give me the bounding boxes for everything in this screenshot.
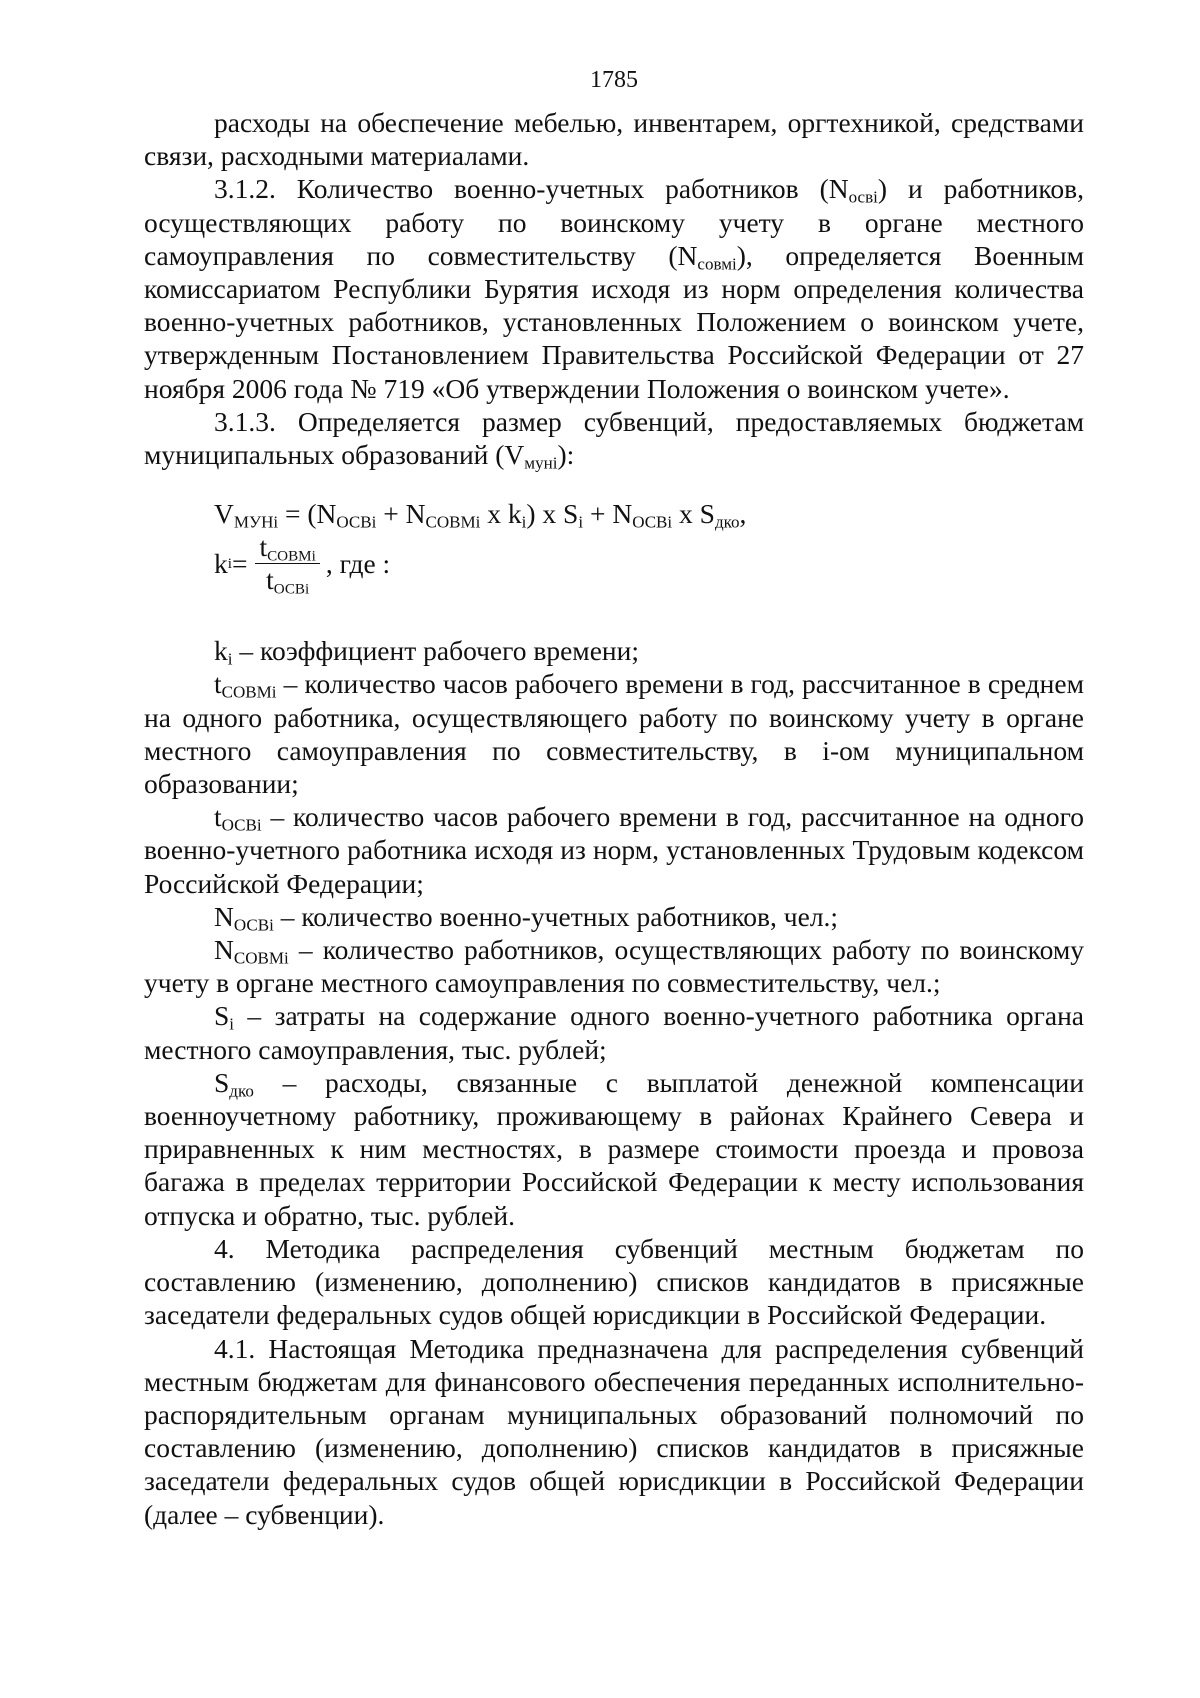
definition-text: – коэффициент рабочего времени; bbox=[232, 635, 639, 667]
formula-subscript: СОВМi bbox=[425, 512, 481, 532]
definition-symbol: t bbox=[214, 801, 222, 833]
paragraph-intro: расходы на обеспечение мебелью, инвентарем, оргтехникой, средствами связи, расходными материалами. bbox=[144, 107, 1084, 172]
definition-text: – расходы, связанные с выплатой денежной компенсации военноучетному работнику, проживающему в районах Крайнего Севера и приравненных к ним местностях, в размере стоимости проезда и провоза багажа в пределах территории Российской Федерации к месту использования отпуска и обратно, тыс. рублей. bbox=[144, 1066, 1084, 1231]
definition-subscript: дко bbox=[229, 1081, 254, 1101]
definition-t-sovm bbox=[144, 667, 1084, 800]
paragraph-4-1: 4.1. Настоящая Методика предназначена для распределения субвенций местным бюджетам для финансового обеспечения переданных исполнительно-распорядительным органам муниципальных образований полномочий по составлению (изменению, дополнению) списков кандидатов в присяжные заседатели федеральных судов общей юрисдикции в Российской Федерации (далее – субвенции). bbox=[144, 1332, 1084, 1530]
definition-subscript: СОВМi bbox=[233, 948, 289, 968]
formula-subscript: СОВМi bbox=[267, 548, 316, 565]
paragraph-3-1-3-part-b: ): bbox=[557, 439, 575, 471]
definition-n-sovm bbox=[144, 933, 1084, 999]
definition-text: – затраты на содержание одного военно-учетного работника органа местного самоуправления, тыс. рублей; bbox=[144, 1000, 1084, 1065]
formula-subscript: ОСВi bbox=[632, 512, 673, 532]
formula-symbol: t bbox=[259, 531, 268, 563]
formula-fraction bbox=[255, 531, 319, 598]
formula-symbol: V bbox=[214, 498, 234, 530]
definition-subscript: СОВМi bbox=[221, 682, 277, 702]
paragraph-3-1-2-part-a: 3.1.2. Количество военно-учетных работников (N bbox=[214, 173, 849, 205]
subscript-sovm: совмi bbox=[697, 254, 737, 274]
formula-text: + N bbox=[583, 498, 633, 530]
formula-coefficient: k i = $\frac{t_{СОВМi}}{t_{ОСВi}}$ , где : bbox=[214, 531, 391, 598]
formula-symbol: k bbox=[214, 547, 228, 579]
formula-text: = (N bbox=[278, 498, 337, 530]
definition-subscript: i bbox=[227, 649, 233, 669]
definition-symbol: k bbox=[214, 635, 228, 667]
definition-subscript: ОСВi bbox=[233, 915, 274, 935]
definition-s-dko bbox=[144, 1066, 1084, 1232]
formula-text: ) x S bbox=[526, 498, 579, 530]
paragraph-3-1-2-part-c: ), определяется Военным комиссариатом Республики Бурятия исходя из норм определения количества военно-учетных работников, установленных Положением о воинском учете, утвержденным Постановлением Правительства Российской Федерации от 27 ноября 2006 года № 719 «Об утверждении Положения о воинском учете». bbox=[144, 239, 1084, 404]
page-number: 1785 bbox=[590, 67, 638, 93]
paragraph-3-1-2 bbox=[144, 172, 1084, 404]
definition-n-osv bbox=[144, 900, 1084, 933]
formula-text: + N bbox=[376, 498, 426, 530]
paragraph-3-1-2-part-b: ) и работников, осуществляющих работу по воинскому учету в органе местного самоуправления по совместительству (N bbox=[144, 173, 1084, 271]
definition-t-osv bbox=[144, 800, 1084, 900]
fraction-numerator bbox=[255, 533, 319, 564]
definition-text: – количество работников, осуществляющих работу по воинскому учету в органе местного самоуправления по совместительству, чел.; bbox=[144, 934, 1084, 999]
formula-subscript: i bbox=[578, 512, 584, 532]
definition-text: – количество часов рабочего времени в год, рассчитанное в среднем на одного работника, осуществляющего работу по воинскому учету в органе местного самоуправления по совместительству, в i-ом муниципальном образовании; bbox=[144, 668, 1084, 800]
definition-symbol: S bbox=[214, 1066, 230, 1098]
formula-block bbox=[214, 497, 1084, 598]
paragraph-4: 4. Методика распределения субвенций местным бюджетам по составлению (изменению, дополнению) списков кандидатов в присяжные заседатели федеральных судов общей юрисдикции в Российской Федерации. bbox=[144, 1232, 1084, 1331]
definition-symbol: t bbox=[214, 668, 222, 700]
formula-subscript: дко bbox=[714, 512, 740, 532]
paragraph-3-1-3-part-a: 3.1.3. Определяется размер субвенций, предоставляемых бюджетам муниципальных образований (V bbox=[144, 405, 1084, 471]
definition-s bbox=[144, 999, 1084, 1065]
formula-text: = bbox=[231, 547, 248, 579]
formula-text: , где : bbox=[325, 547, 391, 579]
formula-subvention bbox=[214, 497, 1084, 531]
definition-symbol: N bbox=[214, 934, 234, 966]
subscript-muni: муні bbox=[524, 453, 558, 473]
definition-text: – количество военно-учетных работников, чел.; bbox=[273, 900, 839, 932]
formula-subscript: ОСВi bbox=[273, 581, 310, 598]
formula-text: , bbox=[739, 498, 747, 530]
formula-subscript: МУНi bbox=[233, 512, 279, 532]
formula-text: x k bbox=[480, 498, 522, 530]
definition-text: – количество часов рабочего времени в год, рассчитанное на одного военно-учетного работника исходя из норм, установленных Трудовым кодексом Российской Федерации; bbox=[144, 801, 1084, 899]
paragraph-3-1-3 bbox=[144, 405, 1084, 471]
definition-symbol: N bbox=[214, 900, 234, 932]
definition-k bbox=[144, 634, 1084, 667]
definition-subscript: i bbox=[229, 1014, 235, 1034]
subscript-osv: освi bbox=[848, 187, 878, 207]
definition-subscript: ОСВi bbox=[221, 815, 262, 835]
definition-symbol: S bbox=[214, 1000, 230, 1032]
formula-subscript: i bbox=[521, 512, 527, 532]
formula-symbol: t bbox=[266, 564, 274, 596]
fraction-denominator bbox=[262, 564, 313, 598]
formula-text: x S bbox=[672, 498, 715, 530]
formula-subscript: ОСВi bbox=[336, 512, 377, 532]
